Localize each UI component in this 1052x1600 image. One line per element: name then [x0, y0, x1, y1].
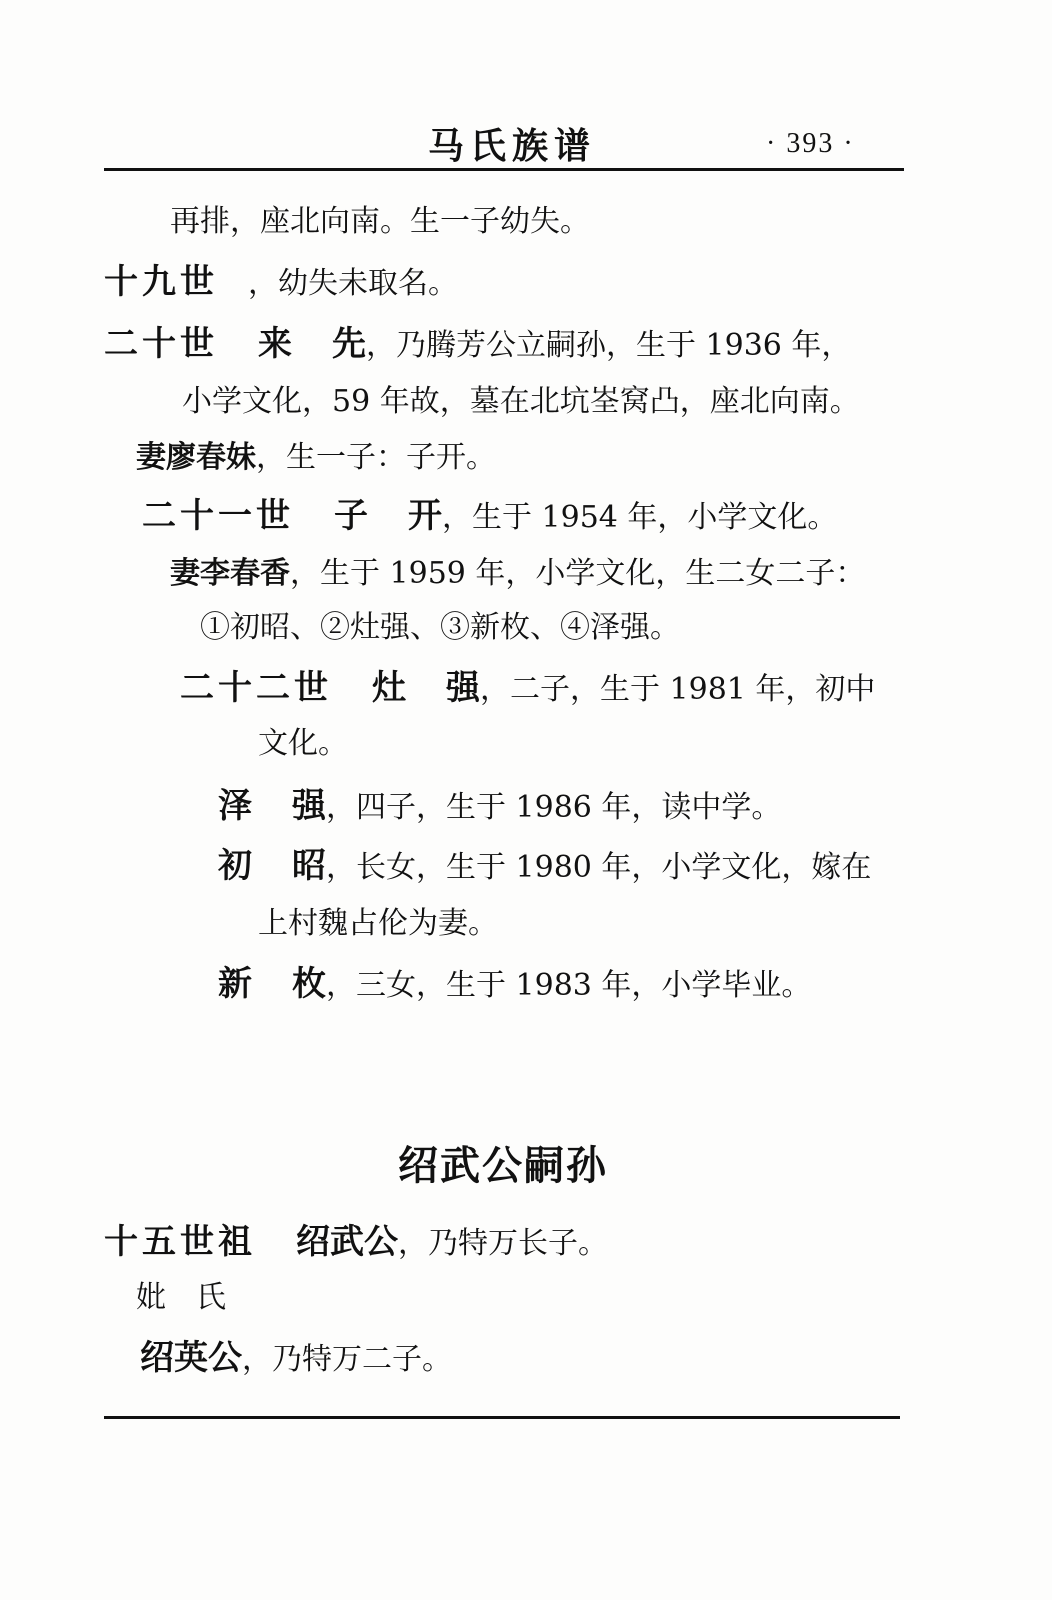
footer-rule: [104, 1416, 900, 1419]
person-name: 强: [446, 668, 480, 708]
header-rule: [104, 168, 904, 171]
spouse-entry: [136, 1278, 226, 1318]
entry-text: ，生于 1959 年，小学文化，生二女二子：: [290, 556, 866, 591]
entry-text: ，长女，生于 1980 年，小学文化，嫁在: [326, 850, 872, 885]
entry-text: 小学文化，59 年故，墓在北坑峑窝凸，座北向南。: [182, 384, 860, 419]
spouse-label: 妣: [136, 1280, 166, 1315]
person-name: 强: [292, 786, 326, 826]
text-line: [200, 608, 680, 648]
genealogy-entry: [104, 262, 458, 304]
text-line: [258, 904, 498, 944]
text-line: [258, 724, 348, 764]
person-name: 泽: [218, 786, 252, 826]
spouse-label: 氏: [196, 1280, 226, 1315]
generation-label: 二十世: [104, 324, 218, 364]
generation-label: 十五世祖: [104, 1222, 256, 1262]
person-name: 子: [334, 496, 368, 536]
person-name: 新: [218, 964, 252, 1004]
entry-text: ，二子，生于 1981 年，初中: [480, 672, 876, 707]
entry-text: ，生于 1954 年，小学文化。: [442, 500, 838, 535]
genealogy-entry: [180, 668, 875, 710]
spouse-name: 妻廖春妹: [136, 440, 256, 475]
generation-label: 十九世: [104, 262, 218, 302]
person-name: 枚: [292, 964, 326, 1004]
spouse-entry: [170, 554, 865, 594]
entry-text: ，三女，生于 1983 年，小学毕业。: [326, 968, 812, 1003]
running-header-title: 马氏族谱: [428, 125, 597, 167]
person-name: 开: [408, 496, 442, 536]
text-line: [182, 382, 860, 422]
entry-text: ，四子，生于 1986 年，读中学。: [326, 790, 782, 825]
genealogy-entry: [218, 786, 781, 828]
person-name: 绍英公: [140, 1338, 242, 1378]
entry-text: ，生一子：子开。: [256, 440, 496, 475]
entry-text: ①初昭、②灶强、③新枚、④泽强。: [200, 610, 680, 645]
person-name: 绍武公: [296, 1222, 398, 1262]
person-name: 初: [218, 846, 252, 886]
genealogy-entry: [142, 496, 837, 538]
person-name: 灶: [372, 668, 406, 708]
spouse-entry: [136, 438, 496, 478]
section-heading: 绍武公嗣孙: [398, 1143, 608, 1189]
entry-text: 再排，座北向南。生一子幼失。: [170, 204, 590, 239]
entry-text: 上村魏占伦为妻。: [258, 906, 498, 941]
page-number: · 393 ·: [766, 128, 855, 159]
person-name: 先: [332, 324, 366, 364]
generation-label: 二十二世: [180, 668, 332, 708]
generation-label: 二十一世: [142, 496, 294, 536]
entry-text: ，乃特万二子。: [242, 1342, 452, 1377]
spouse-name: 妻李春香: [170, 556, 290, 591]
genealogy-entry: [104, 1222, 608, 1264]
genealogy-entry: [140, 1338, 452, 1380]
genealogy-entry: [218, 964, 811, 1006]
entry-text: 文化。: [258, 726, 348, 761]
entry-text: ，幼失未取名。: [248, 266, 458, 301]
person-name: 来: [258, 324, 292, 364]
entry-text: ，乃腾芳公立嗣孙，生于 1936 年，: [366, 328, 852, 363]
entry-text: ，乃特万长子。: [398, 1226, 608, 1261]
genealogy-entry: [104, 324, 851, 366]
person-name: 昭: [292, 846, 326, 886]
text-line: [170, 202, 590, 242]
genealogy-entry: [218, 846, 871, 888]
